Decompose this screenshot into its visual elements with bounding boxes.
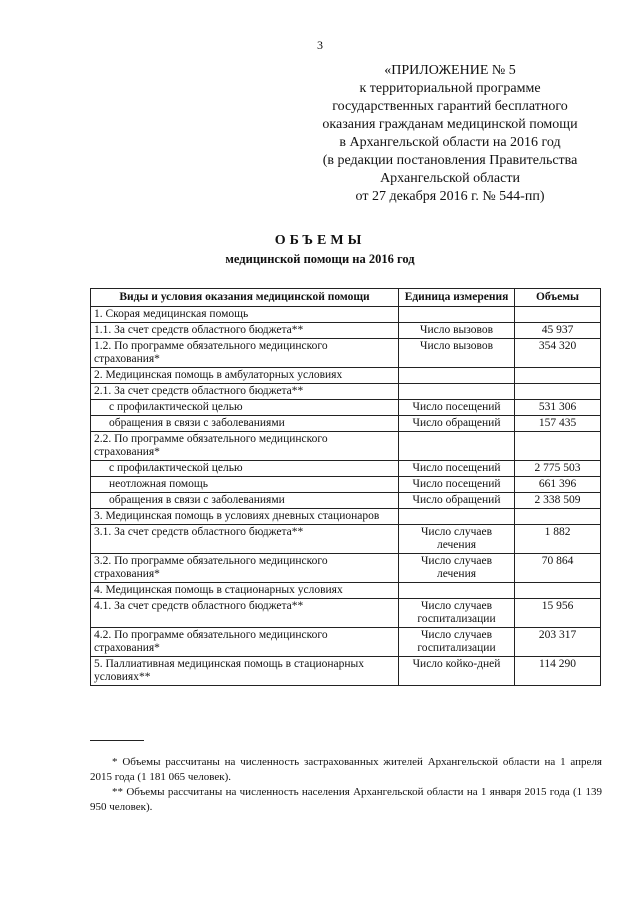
care-type-cell: 4. Медицинская помощь в стационарных условиях	[91, 583, 399, 599]
table-row	[91, 461, 601, 477]
table-row	[91, 368, 601, 384]
unit-cell	[399, 432, 515, 461]
volume-cell: 70 864	[515, 554, 601, 583]
unit-cell	[399, 509, 515, 525]
care-type-cell: 3.2. По программе обязательного медицинского страхования*	[91, 554, 399, 583]
header-unit: Единица измерения	[399, 289, 515, 307]
care-type-cell: 1.1. За счет средств областного бюджета**	[91, 323, 399, 339]
appendix-line: в Архангельской области на 2016 год	[339, 135, 561, 150]
appendix-line: (в редакции постановления Правительства	[322, 153, 578, 168]
volume-cell: 1 882	[515, 525, 601, 554]
table-row	[91, 400, 601, 416]
unit-cell: Число вызовов	[399, 339, 515, 368]
table-row	[91, 554, 601, 583]
care-type-cell: 5. Паллиативная медицинская помощь в стационарных условиях**	[91, 657, 399, 686]
care-type-cell: обращения в связи с заболеваниями	[91, 493, 399, 509]
volume-cell: 45 937	[515, 323, 601, 339]
care-type-cell: неотложная помощь	[91, 477, 399, 493]
volume-cell: 661 396	[515, 477, 601, 493]
volume-cell: 203 317	[515, 628, 601, 657]
table-row	[91, 477, 601, 493]
care-type-cell: 4.2. По программе обязательного медицинского страхования*	[91, 628, 399, 657]
unit-cell: Число койко-дней	[399, 657, 515, 686]
table-row	[91, 493, 601, 509]
volume-cell: 354 320	[515, 339, 601, 368]
care-type-cell: 2. Медицинская помощь в амбулаторных условиях	[91, 368, 399, 384]
volume-cell: 2 338 509	[515, 493, 601, 509]
table-row	[91, 583, 601, 599]
unit-cell: Число случаев госпитализации	[399, 599, 515, 628]
unit-cell: Число обращений	[399, 416, 515, 432]
volume-cell: 157 435	[515, 416, 601, 432]
footnotes	[90, 755, 602, 815]
table-row	[91, 416, 601, 432]
page-number: 3	[317, 38, 323, 52]
table-row	[91, 657, 601, 686]
volumes-table	[90, 288, 601, 686]
volume-cell: 114 290	[515, 657, 601, 686]
appendix-header	[300, 62, 600, 206]
table-row	[91, 432, 601, 461]
care-type-cell: 1. Скорая медицинская помощь	[91, 307, 399, 323]
unit-cell	[399, 368, 515, 384]
appendix-line: оказания гражданам медицинской помощи	[322, 117, 578, 132]
table-row	[91, 509, 601, 525]
footnote: ** Объемы рассчитаны на численность населения Архангельской области на 1 января 2015 года (1 139 950 человек).	[90, 786, 602, 813]
volume-cell: 2 775 503	[515, 461, 601, 477]
volume-cell	[515, 509, 601, 525]
volume-cell	[515, 384, 601, 400]
care-type-cell: 3. Медицинская помощь в условиях дневных стационаров	[91, 509, 399, 525]
volume-cell	[515, 307, 601, 323]
header-care-type: Виды и условия оказания медицинской помощи	[91, 289, 399, 307]
footnote: * Объемы рассчитаны на численность застрахованных жителей Архангельской области на 1 апреля 2015 года (1 181 065 человек).	[90, 756, 602, 783]
unit-cell: Число посещений	[399, 461, 515, 477]
appendix-line: государственных гарантий бесплатного	[332, 99, 568, 114]
document-title: ОБЪЕМЫ	[274, 233, 366, 248]
unit-cell: Число посещений	[399, 400, 515, 416]
header-volume: Объемы	[515, 289, 601, 307]
table-row	[91, 525, 601, 554]
table-header-row	[91, 289, 601, 307]
care-type-cell: с профилактической целью	[91, 400, 399, 416]
table-row	[91, 599, 601, 628]
unit-cell	[399, 583, 515, 599]
care-type-cell: с профилактической целью	[91, 461, 399, 477]
appendix-line: от 27 декабря 2016 г. № 544-пп)	[355, 189, 545, 204]
table-row	[91, 384, 601, 400]
appendix-line: к территориальной программе	[359, 81, 541, 96]
unit-cell: Число обращений	[399, 493, 515, 509]
care-type-cell: обращения в связи с заболеваниями	[91, 416, 399, 432]
footnote-divider	[90, 740, 144, 741]
volume-cell	[515, 432, 601, 461]
volume-cell: 531 306	[515, 400, 601, 416]
table-row	[91, 628, 601, 657]
care-type-cell: 1.2. По программе обязательного медицинского страхования*	[91, 339, 399, 368]
care-type-cell: 2.2. По программе обязательного медицинского страхования*	[91, 432, 399, 461]
unit-cell: Число вызовов	[399, 323, 515, 339]
appendix-line: Архангельской области	[380, 171, 520, 186]
table-row	[91, 323, 601, 339]
volume-cell: 15 956	[515, 599, 601, 628]
care-type-cell: 3.1. За счет средств областного бюджета**	[91, 525, 399, 554]
volume-cell	[515, 583, 601, 599]
volume-cell	[515, 368, 601, 384]
table-row	[91, 339, 601, 368]
unit-cell	[399, 307, 515, 323]
appendix-line: «ПРИЛОЖЕНИЕ № 5	[384, 63, 516, 78]
table-row	[91, 307, 601, 323]
unit-cell: Число случаев лечения	[399, 554, 515, 583]
care-type-cell: 4.1. За счет средств областного бюджета**	[91, 599, 399, 628]
unit-cell: Число посещений	[399, 477, 515, 493]
document-subtitle: медицинской помощи на 2016 год	[225, 252, 415, 266]
unit-cell: Число случаев госпитализации	[399, 628, 515, 657]
care-type-cell: 2.1. За счет средств областного бюджета**	[91, 384, 399, 400]
unit-cell	[399, 384, 515, 400]
unit-cell: Число случаев лечения	[399, 525, 515, 554]
